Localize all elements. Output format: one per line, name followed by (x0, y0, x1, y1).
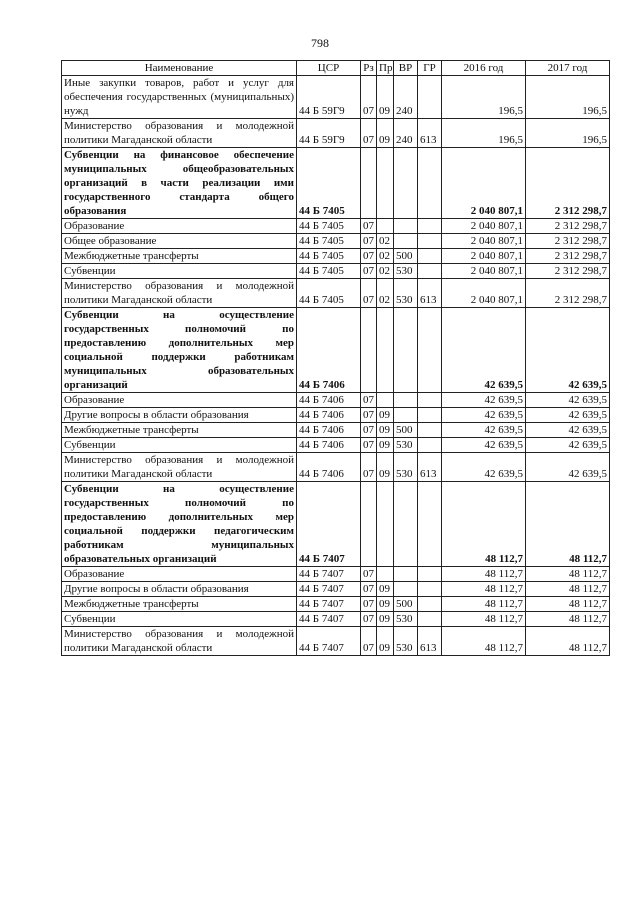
cell-2017: 42 639,5 (526, 438, 610, 453)
cell-2016: 42 639,5 (442, 423, 526, 438)
cell-gr (418, 393, 442, 408)
cell-name: Субвенции на осуществление государственных полномочий по предоставлению дополнительных мер социальной поддержки работникам муниципальных образовательных организаций (62, 308, 297, 393)
cell-vr: 530 (394, 453, 418, 482)
table-row (62, 393, 610, 408)
cell-pr: 09 (377, 597, 394, 612)
cell-name: Субвенции на осуществление государственных полномочий по предоставлению дополнительных мер социальной поддержки педагогическим работникам муниципальных образовательных организаций (62, 482, 297, 567)
cell-rz: 07 (361, 597, 377, 612)
cell-rz (361, 308, 377, 393)
cell-gr: 613 (418, 453, 442, 482)
cell-2016: 42 639,5 (442, 408, 526, 423)
cell-name: Субвенции на финансовое обеспечение муниципальных общеобразовательных организаций в части реализации ими государственного стандарта общего образования (62, 148, 297, 219)
cell-rz: 07 (361, 453, 377, 482)
table-row (62, 234, 610, 249)
cell-2016: 48 112,7 (442, 597, 526, 612)
header-2016: 2016 год (442, 61, 526, 76)
cell-2016: 2 040 807,1 (442, 234, 526, 249)
cell-gr (418, 148, 442, 219)
cell-vr (394, 482, 418, 567)
cell-2016: 48 112,7 (442, 482, 526, 567)
table-body (62, 76, 610, 656)
cell-2016: 2 040 807,1 (442, 219, 526, 234)
cell-vr (394, 219, 418, 234)
cell-rz: 07 (361, 76, 377, 119)
cell-vr (394, 567, 418, 582)
cell-2016: 42 639,5 (442, 453, 526, 482)
budget-table (61, 60, 610, 656)
table-row (62, 76, 610, 119)
cell-gr (418, 408, 442, 423)
cell-name: Министерство образования и молодежной политики Магаданской области (62, 453, 297, 482)
header-vr: ВР (394, 61, 418, 76)
cell-2016: 48 112,7 (442, 567, 526, 582)
cell-2016: 48 112,7 (442, 627, 526, 656)
cell-code: 44 Б 59Г9 (297, 119, 361, 148)
cell-vr: 530 (394, 438, 418, 453)
header-row (62, 61, 610, 76)
cell-pr: 02 (377, 249, 394, 264)
cell-pr (377, 482, 394, 567)
cell-pr: 09 (377, 408, 394, 423)
table-row (62, 453, 610, 482)
cell-rz (361, 482, 377, 567)
cell-2017: 48 112,7 (526, 582, 610, 597)
cell-code: 44 Б 7405 (297, 279, 361, 308)
table-row (62, 423, 610, 438)
cell-vr: 240 (394, 119, 418, 148)
header-2017: 2017 год (526, 61, 610, 76)
cell-2016: 42 639,5 (442, 393, 526, 408)
cell-2016: 42 639,5 (442, 438, 526, 453)
cell-2017: 42 639,5 (526, 408, 610, 423)
cell-code: 44 Б 59Г9 (297, 76, 361, 119)
cell-2017: 48 112,7 (526, 567, 610, 582)
cell-vr: 240 (394, 76, 418, 119)
cell-2016: 196,5 (442, 119, 526, 148)
cell-rz: 07 (361, 119, 377, 148)
cell-2017: 2 312 298,7 (526, 148, 610, 219)
cell-rz: 07 (361, 438, 377, 453)
cell-rz: 07 (361, 582, 377, 597)
cell-2017: 2 312 298,7 (526, 279, 610, 308)
cell-name: Субвенции (62, 438, 297, 453)
cell-rz: 07 (361, 567, 377, 582)
cell-code: 44 Б 7406 (297, 453, 361, 482)
cell-gr (418, 438, 442, 453)
table-row (62, 408, 610, 423)
cell-2017: 42 639,5 (526, 453, 610, 482)
cell-vr: 530 (394, 264, 418, 279)
cell-code: 44 Б 7407 (297, 582, 361, 597)
cell-name: Субвенции (62, 264, 297, 279)
cell-pr (377, 393, 394, 408)
page-number: 798 (311, 36, 329, 50)
cell-name: Иные закупки товаров, работ и услуг для обеспечения государственных (муниципальных) нужд (62, 76, 297, 119)
cell-vr: 530 (394, 279, 418, 308)
cell-name: Другие вопросы в области образования (62, 582, 297, 597)
cell-pr: 09 (377, 582, 394, 597)
cell-2017: 2 312 298,7 (526, 219, 610, 234)
cell-vr (394, 408, 418, 423)
table-row (62, 219, 610, 234)
cell-code: 44 Б 7406 (297, 308, 361, 393)
cell-name: Другие вопросы в области образования (62, 408, 297, 423)
table-row (62, 482, 610, 567)
cell-pr (377, 308, 394, 393)
cell-rz: 07 (361, 219, 377, 234)
cell-gr (418, 249, 442, 264)
cell-rz: 07 (361, 249, 377, 264)
cell-vr: 530 (394, 612, 418, 627)
cell-2016: 2 040 807,1 (442, 279, 526, 308)
header-pr: Пр (377, 61, 394, 76)
table-row (62, 279, 610, 308)
cell-code: 44 Б 7405 (297, 249, 361, 264)
cell-gr (418, 76, 442, 119)
cell-rz: 07 (361, 612, 377, 627)
cell-name: Министерство образования и молодежной политики Магаданской области (62, 627, 297, 656)
cell-vr (394, 308, 418, 393)
cell-2017: 196,5 (526, 76, 610, 119)
cell-code: 44 Б 7405 (297, 219, 361, 234)
cell-name: Образование (62, 393, 297, 408)
cell-rz: 07 (361, 234, 377, 249)
cell-2016: 48 112,7 (442, 612, 526, 627)
cell-gr (418, 582, 442, 597)
cell-pr: 09 (377, 76, 394, 119)
table-row (62, 597, 610, 612)
cell-gr (418, 219, 442, 234)
cell-gr (418, 597, 442, 612)
cell-code: 44 Б 7407 (297, 567, 361, 582)
cell-gr (418, 308, 442, 393)
cell-pr (377, 148, 394, 219)
cell-code: 44 Б 7405 (297, 148, 361, 219)
cell-pr: 09 (377, 453, 394, 482)
cell-gr (418, 482, 442, 567)
cell-code: 44 Б 7406 (297, 423, 361, 438)
cell-2017: 48 112,7 (526, 612, 610, 627)
cell-rz: 07 (361, 423, 377, 438)
cell-2017: 2 312 298,7 (526, 264, 610, 279)
cell-2016: 48 112,7 (442, 582, 526, 597)
cell-code: 44 Б 7406 (297, 393, 361, 408)
header-rz: Рз (361, 61, 377, 76)
cell-pr: 09 (377, 423, 394, 438)
header-name: Наименование (62, 61, 297, 76)
cell-name: Министерство образования и молодежной политики Магаданской области (62, 279, 297, 308)
cell-code: 44 Б 7407 (297, 597, 361, 612)
cell-pr: 09 (377, 612, 394, 627)
cell-vr: 500 (394, 597, 418, 612)
cell-2017: 42 639,5 (526, 393, 610, 408)
cell-2017: 42 639,5 (526, 423, 610, 438)
table-row (62, 612, 610, 627)
cell-rz: 07 (361, 408, 377, 423)
cell-rz: 07 (361, 627, 377, 656)
cell-vr: 500 (394, 423, 418, 438)
cell-vr: 500 (394, 249, 418, 264)
cell-name: Образование (62, 219, 297, 234)
cell-pr: 09 (377, 119, 394, 148)
cell-pr (377, 567, 394, 582)
cell-2016: 2 040 807,1 (442, 148, 526, 219)
table-row (62, 249, 610, 264)
table-row (62, 627, 610, 656)
table-row (62, 264, 610, 279)
cell-2016: 42 639,5 (442, 308, 526, 393)
header-gr: ГР (418, 61, 442, 76)
table-row (62, 582, 610, 597)
cell-gr: 613 (418, 119, 442, 148)
cell-name: Межбюджетные трансферты (62, 597, 297, 612)
cell-vr (394, 148, 418, 219)
cell-name: Общее образование (62, 234, 297, 249)
cell-code: 44 Б 7407 (297, 612, 361, 627)
cell-pr: 02 (377, 264, 394, 279)
cell-vr (394, 234, 418, 249)
cell-code: 44 Б 7406 (297, 408, 361, 423)
cell-2016: 2 040 807,1 (442, 249, 526, 264)
cell-2017: 2 312 298,7 (526, 249, 610, 264)
cell-pr: 02 (377, 234, 394, 249)
cell-code: 44 Б 7407 (297, 482, 361, 567)
cell-name: Субвенции (62, 612, 297, 627)
cell-vr (394, 393, 418, 408)
cell-pr: 09 (377, 627, 394, 656)
cell-rz: 07 (361, 264, 377, 279)
cell-pr: 02 (377, 279, 394, 308)
cell-2016: 196,5 (442, 76, 526, 119)
cell-name: Межбюджетные трансферты (62, 423, 297, 438)
cell-2016: 2 040 807,1 (442, 264, 526, 279)
cell-code: 44 Б 7405 (297, 264, 361, 279)
cell-gr (418, 264, 442, 279)
cell-gr: 613 (418, 627, 442, 656)
cell-2017: 48 112,7 (526, 482, 610, 567)
cell-rz: 07 (361, 393, 377, 408)
cell-name: Межбюджетные трансферты (62, 249, 297, 264)
cell-rz (361, 148, 377, 219)
cell-2017: 196,5 (526, 119, 610, 148)
table-row (62, 567, 610, 582)
cell-code: 44 Б 7406 (297, 438, 361, 453)
cell-gr: 613 (418, 279, 442, 308)
table-row (62, 308, 610, 393)
table-row (62, 148, 610, 219)
cell-pr (377, 219, 394, 234)
cell-name: Министерство образования и молодежной политики Магаданской области (62, 119, 297, 148)
cell-gr (418, 234, 442, 249)
cell-vr: 530 (394, 627, 418, 656)
cell-vr (394, 582, 418, 597)
cell-gr (418, 423, 442, 438)
cell-2017: 42 639,5 (526, 308, 610, 393)
header-code: ЦСР (297, 61, 361, 76)
cell-code: 44 Б 7407 (297, 627, 361, 656)
cell-2017: 2 312 298,7 (526, 234, 610, 249)
table-row (62, 438, 610, 453)
cell-name: Образование (62, 567, 297, 582)
cell-gr (418, 612, 442, 627)
cell-gr (418, 567, 442, 582)
cell-2017: 48 112,7 (526, 597, 610, 612)
cell-code: 44 Б 7405 (297, 234, 361, 249)
cell-pr: 09 (377, 438, 394, 453)
table-row (62, 119, 610, 148)
cell-rz: 07 (361, 279, 377, 308)
cell-2017: 48 112,7 (526, 627, 610, 656)
